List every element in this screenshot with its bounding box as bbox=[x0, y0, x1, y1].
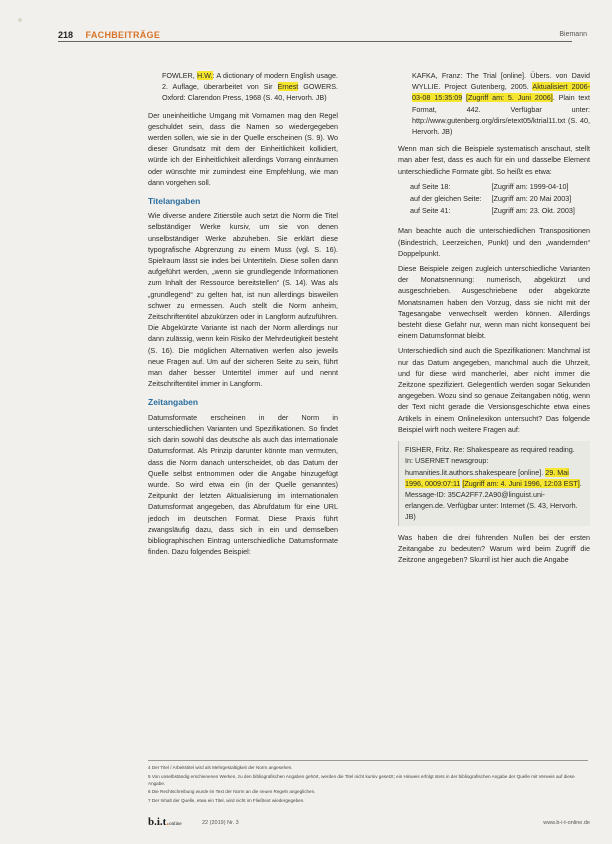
table-cell: auf Seite 18: bbox=[410, 181, 451, 191]
logo-text: b.i.t bbox=[148, 816, 167, 828]
running-header bbox=[58, 30, 160, 40]
ref-text: GOWERS. Oxford: Clarendon Press, 1968 (S. 40, Hervorh. JB) bbox=[162, 82, 338, 103]
table-row bbox=[410, 181, 585, 193]
highlight: 29. Mai 1996, 0009:07:11 bbox=[405, 467, 569, 488]
logo-dot: . bbox=[166, 816, 170, 828]
footnotes bbox=[148, 764, 590, 805]
table-cell: auf Seite 41: bbox=[410, 206, 451, 216]
paragraph: Wie diverse andere Zitierstile auch setzt die Norm die Titel selbständiger Werke kursiv, um sie von denen unselbständiger Werke abzuheben. Sie erklärt diese typografische Abgrenzung zu einem Muss (vgl. S. 16). Spielraum lässt sie indes bei Untertiteln. Diese sollen dann aufgeführt werden, „wenn sie grundlegende Informationen zum Inhalt der Ressource bereitstellen“ (S. 14). Was als „grundlegend“ zu gelten hat, ist nun allerdings bisweilen schwer zu ermessen. Auch stellt die Norm anheim, Zeitschriftentitel abzukürzen oder in Langform aufzuführen. Die Abgekürzte Variante ist nach der Norm allerdings nur dann zulässig, wenn kein Risiko der Mehrdeutigkeit besteht (S. 16). Die möglichen Alternativen werfen also jeweils neue Fragen auf. Um auf der sicheren Seite zu sein, führt man daher besser Untertitel immer auf und nennt Zeitschriftentitel immer in Langform. bbox=[148, 211, 338, 389]
paragraph: Wenn man sich die Beispiele systematisch anschaut, stellt man aber fest, dass es auch für ein und dasselbe Element unterschiedliche Formate gibt. So heißt es etwa: bbox=[398, 144, 590, 176]
paragraph: Der uneinheitliche Umgang mit Vornamen mag den Regel geschuldet sein, dass die Namen so wiedergegeben werden sollen, wie sie in der Quelle erscheinen (S. 9). Wo dieser Grundsatz mit dem der Einheitlichkeit kollidiert, würde ich der Einheitlichkeit allerdings Vorrang einräumen oder wünschte mir zumindest eine Empfehlung, wie man dann vorgehen soll. bbox=[148, 110, 338, 187]
page-number: 218 bbox=[58, 30, 74, 40]
paragraph: Diese Beispiele zeigen zugleich unterschiedliche Varianten der Monatsnennung: numerisch, abgekürzt und ausgeschrieben. Ausgeschriebene oder abgekürzte Monatsnamen haben den Vorzug, dass sie nicht mit der Tagesangabe verwechselt werden können. Allerdings besteht diese Gefahr nur, wenn man nicht konsequent bei einem Datumsformat bleibt. bbox=[398, 264, 590, 341]
footnote: 7 Der Inhalt der Quelle, etwa ein Titel, wird nicht im Fließtext wiedergegeben. bbox=[148, 797, 305, 803]
subheading-zeitangaben: Zeitangaben bbox=[148, 397, 199, 408]
reference-fowler bbox=[148, 70, 338, 104]
right-column bbox=[398, 70, 590, 569]
example-box-fisher bbox=[398, 441, 590, 525]
header-author: Biemann bbox=[559, 31, 587, 38]
footnote-rule bbox=[148, 760, 588, 761]
paragraph: Man beachte auch die unterschiedlichen Transpositionen (Bindestrich, Leerzeichen, Punkt) und den „wandernden“ Doppelpunkt. bbox=[398, 226, 590, 258]
highlight: Ernest bbox=[277, 82, 299, 92]
ref-text: : A dictionary of modern English usage. 2. Auflage, überarbeitet von Sir bbox=[162, 71, 338, 92]
highlight: H.W. bbox=[196, 71, 213, 80]
page-corner-mark bbox=[18, 18, 22, 22]
highlight: [Zugriff am: 4. Juni 1996, 12:03 EST] bbox=[462, 478, 580, 488]
ref-text: KAFKA, Franz: The Trial [online]. Übers. von David WYLLIE. Project Gutenberg, 2005. bbox=[412, 71, 590, 92]
section-title: FACHBEITRÄGE bbox=[85, 30, 161, 40]
logo-suffix: online bbox=[169, 822, 182, 827]
footnote: 6 Die Rechtschreibung wurde im Text der Norm an die neuen Regeln angeglichen. bbox=[148, 789, 316, 794]
paragraph: Datumsformate erscheinen in der Norm in unterschiedlichen Varianten und Spezifikationen. So findet sich darin sowohl das deutsche als auch das internationale Datumsformat. Als Prinzip darunter könnte man vermuten, dass die Norm danach unterscheidet, ob das Datum der Quelle selbst entnommen oder die Angabe hinzugefügt wurde. So wird etwa ein (in der Quelle genanntes) Zeitpunkt der letzten Aktualisierung im internationalen Datumsformat angegeben, das Abrufdatum für eine URL jedoch im deutschen Format. Diese Praxis führt zwangsläufig dazu, dass sich in ein und demselben bibliographischen Eintrag unterschiedliche Datumsformate finden. Dazu folgendes Beispiel: bbox=[148, 412, 338, 557]
ref-text: . Message-ID: 35CA2FF7.2A90@linguist.uni-erlangen.de. Verfügbar unter: Internet (S. 43, Hervorh. JB) bbox=[405, 478, 582, 522]
footnote: 4 Der Titel / Arbeitstitel wird als Mehrgestaltigkeit der Norm angesehen. bbox=[148, 765, 293, 770]
highlight: Aktualisiert 2006-03-08 15:35:09 bbox=[412, 82, 590, 103]
paragraph: Was haben die drei führenden Nullen bei der ersten Zeitangabe zu bedeuten? Warum wird beim Zugriff die Zeitzone angegeben? Skurril ist hier auch die Angabe bbox=[398, 532, 590, 564]
left-column bbox=[148, 70, 338, 561]
table-cell: [Zugriff am: 20 Mai 2003] bbox=[491, 194, 572, 204]
reference-kafka bbox=[398, 70, 590, 137]
paragraph: Unterschiedlich sind auch die Spezifikationen: Manchmal ist nur das Datum angegeben, manchmal auch die Uhrzeit, und für diese wird mancherlei, aber nicht immer die Zeitzone spezifiziert. Gelegentlich werden sogar Sekunden angegeben. Wozu sind so genaue Zeitangaben nötig, wenn der Text nicht gerade die Versionsgeschichte etwa eines Artikels in einem Onlinelexikon untersucht? Das folgende Beispiel wirft noch weitere Fragen auf: bbox=[398, 346, 590, 434]
table-cell: auf der gleichen Seite: bbox=[410, 194, 482, 204]
ref-text: FOWLER, bbox=[162, 71, 197, 80]
citation-examples-table bbox=[410, 181, 585, 218]
footnote: 5 Von unselbständig erschienenen Werken, zu den bibliografischen Angaben gehört, werden die Titel nicht kursiv gesetzt; ein Hinweis erfolgt stets in der bibliografischen Angabe der Quelle mit Verweis auf diese Angabe. bbox=[148, 773, 575, 786]
highlight: [Zugriff am: 5. Juni 2006] bbox=[466, 93, 553, 103]
table-row bbox=[410, 205, 585, 217]
table-cell: [Zugriff am: 23. Okt. 2003] bbox=[491, 206, 575, 216]
table-row bbox=[410, 193, 585, 205]
issue-info: 22 (2019) Nr. 3 bbox=[202, 820, 239, 826]
header-rule bbox=[58, 41, 572, 42]
ref-text: FISHER, Fritz. Re: Shakespeare as required reading. In: USERNET newsgroup: humanities.lit.authors.shakespeare [online]. bbox=[405, 445, 575, 477]
footer-url[interactable]: www.b-i-t-online.de bbox=[543, 820, 590, 826]
journal-logo bbox=[148, 816, 182, 828]
ref-text: . Plain text Format, 442. Verfügbar unter: http://www.gutenberg.org/dirs/etext05/ktrial11.txt (S. 40, Hervorh. JB) bbox=[412, 93, 591, 137]
subheading-titelangaben: Titelangaben bbox=[148, 196, 201, 207]
table-cell: [Zugriff am: 1999-04-10] bbox=[491, 181, 569, 191]
